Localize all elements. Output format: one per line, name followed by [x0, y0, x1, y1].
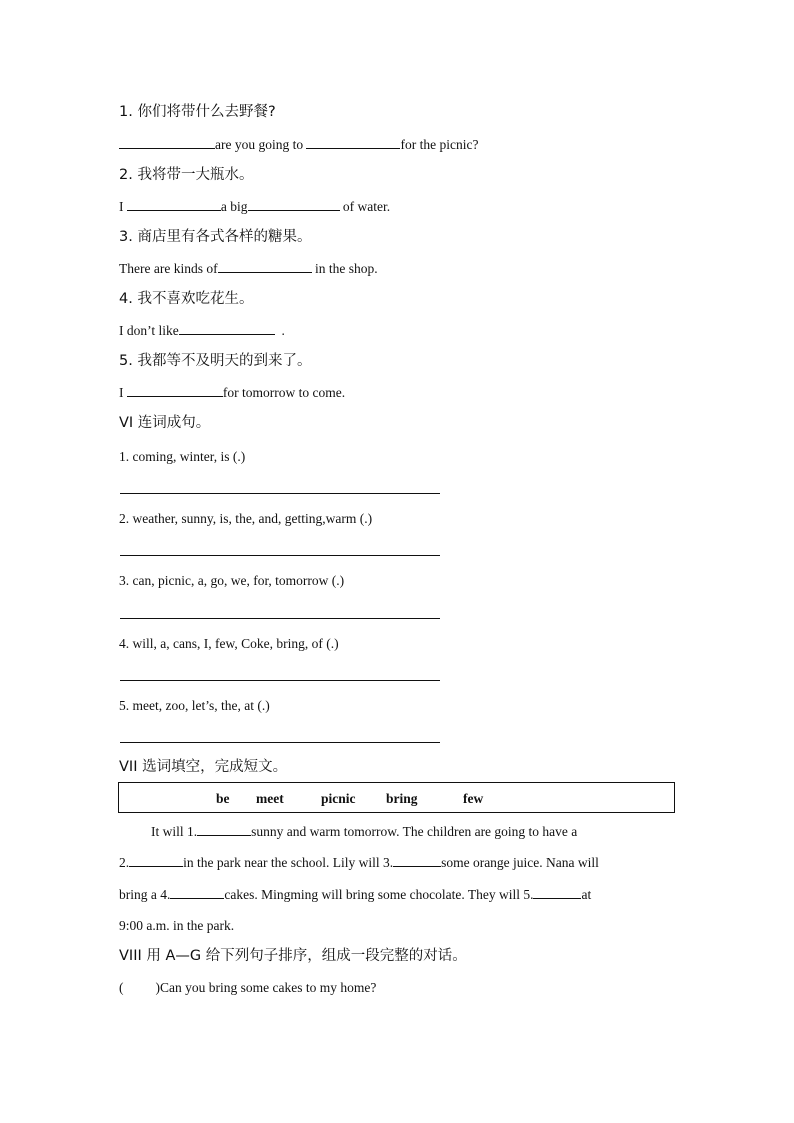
q5-1-chinese: 1. 你们将带什么去野餐?: [119, 104, 276, 120]
word-bank-item: few: [463, 791, 484, 806]
word-bank-item: meet: [256, 791, 284, 806]
passage-line-1: It will 1. sunny and warm tomorrow. The children are going to have a: [151, 824, 578, 839]
answer-blank[interactable]: [393, 854, 441, 867]
q5-3-chinese: 3. 商店里有各式各样的糖果。: [119, 229, 312, 245]
section-8-title: VIII 用 A—G 给下列句子排序，组成一段完整的对话。: [119, 948, 467, 964]
passage-line-4: 9:00 a.m. in the park.: [119, 918, 235, 933]
q5-1-english: are you going to for the picnic?: [119, 136, 478, 154]
section-7-title: VII 选词填空，完成短文。: [119, 759, 288, 775]
answer-blank[interactable]: [218, 260, 312, 273]
q5-3-english: There are kinds of in the shop.: [119, 261, 378, 276]
word-bank-box: [118, 782, 675, 813]
answer-line[interactable]: [120, 493, 440, 494]
q5-5-english: I for tomorrow to come.: [119, 385, 346, 400]
q5-4-english: I don’t like .: [119, 323, 285, 338]
answer-blank[interactable]: [127, 198, 221, 211]
passage-line-3: bring a 4. cakes. Mingming will bring some chocolate. They will 5. at: [119, 887, 592, 902]
passage-line-2: 2. in the park near the school. Lily will 3. some orange juice. Nana will: [119, 855, 599, 870]
q6-1-words: 1. coming, winter, is (.): [119, 449, 246, 464]
answer-line[interactable]: [120, 742, 440, 743]
q5-2-english: I a big of water.: [119, 199, 391, 214]
answer-line[interactable]: [120, 680, 440, 681]
answer-blank[interactable]: [119, 136, 215, 149]
answer-blank[interactable]: [533, 886, 581, 899]
q6-5-words: 5. meet, zoo, let’s, the, at (.): [119, 698, 270, 713]
q5-4-chinese: 4. 我不喜欢吃花生。: [119, 291, 254, 307]
q5-5-chinese: 5. 我都等不及明天的到来了。: [119, 353, 312, 369]
section-6-title: VI 连词成句。: [119, 415, 211, 431]
answer-line[interactable]: [120, 618, 440, 619]
answer-line[interactable]: [120, 555, 440, 556]
answer-blank[interactable]: [127, 384, 223, 397]
answer-blank[interactable]: [170, 886, 224, 899]
answer-blank[interactable]: [179, 322, 275, 335]
word-bank-item: be: [216, 791, 230, 806]
word-bank-item: bring: [386, 791, 418, 806]
answer-blank[interactable]: [306, 136, 400, 149]
q6-2-words: 2. weather, sunny, is, the, and, getting,warm (.): [119, 511, 373, 526]
q6-4-words: 4. will, a, cans, I, few, Coke, bring, of (.): [119, 636, 339, 651]
answer-blank[interactable]: [197, 823, 251, 836]
q6-3-words: 3. can, picnic, a, go, we, for, tomorrow (.): [119, 573, 345, 588]
answer-blank[interactable]: [129, 854, 183, 867]
q5-2-chinese: 2. 我将带一大瓶水。: [119, 167, 254, 183]
q8-1: ( )Can you bring some cakes to my home?: [119, 980, 377, 995]
word-bank-item: picnic: [321, 791, 356, 806]
answer-blank[interactable]: [248, 198, 340, 211]
